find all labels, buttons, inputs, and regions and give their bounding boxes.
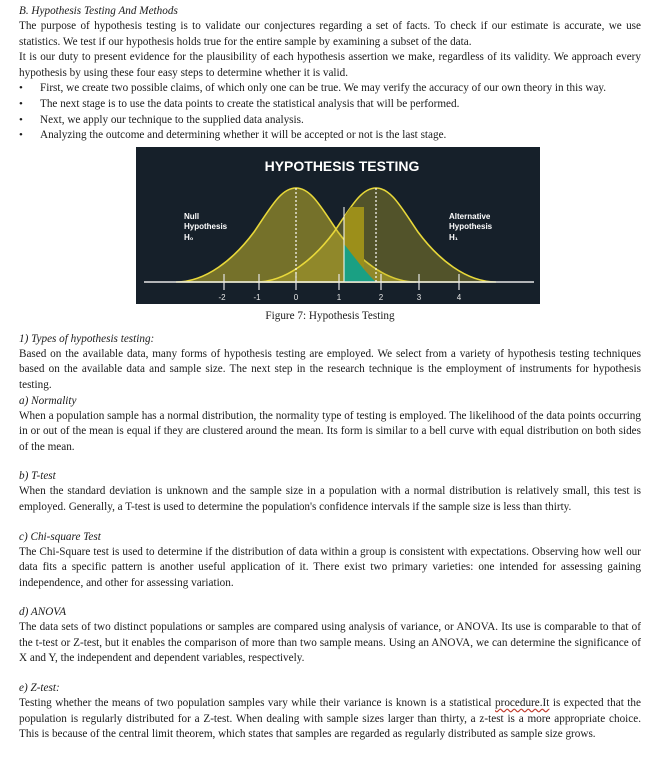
types-heading: 1) Types of hypothesis testing:: [19, 332, 155, 345]
ztest-heading: e) Z-test:: [19, 682, 60, 695]
normality-heading: a) Normality: [19, 394, 77, 407]
null-hypothesis-label: Hypothesis: [184, 221, 228, 231]
document-page: [19, 0, 641, 743]
list-item: • The next stage is to use the data points to create the statistical analysis that will be performed.: [19, 97, 641, 113]
hypothesis-testing-figure: [136, 147, 540, 304]
intro-paragraph-1: The purpose of hypothesis testing is to validate our conjectures regarding a set of facts. To check if our estimate is accurate, we use statistics. We test if our hypothesis holds true for the entire sample by examining a subset of the data.: [19, 20, 641, 48]
ttest-heading: b) T-test: [19, 470, 56, 483]
tick-label: -1: [253, 292, 261, 302]
list-item: • Next, we apply our technique to the supplied data analysis.: [19, 113, 641, 129]
tick-label: 4: [456, 292, 462, 302]
figure-container: [19, 147, 641, 306]
null-hypothesis-label: Null: [184, 211, 200, 221]
hypothesis-testing-illustration: [136, 147, 540, 304]
alternative-hypothesis-symbol: H₁: [449, 232, 459, 242]
tick-label: 3: [416, 292, 422, 302]
list-item: • First, we create two possible claims, of which only one can be true. We may verify the accuracy of our own theory in this way.: [19, 81, 641, 97]
tick-label: 2: [378, 292, 384, 302]
intro-paragraph-2: It is our duty to present evidence for the plausibility of each hypothesis assertion we make, regardless of its validity. We approach every hypothesis by using these four easy steps to determine whether it is valid.: [19, 51, 641, 79]
chisquare-heading: c) Chi-square Test: [19, 530, 101, 543]
spelling-flagged-word: procedure.It: [495, 697, 550, 710]
ttest-text: When the standard deviation is unknown and the sample size in a population with a normal distribution is relatively small, this test is employed. Generally, a T-test is used to determine the population's confidence intervals if the sample size is less than thirty.: [19, 485, 641, 513]
ztest-text-end: is expected that the population is regularly distributed for a Z-test. When dealing with sample sizes larger than thirty, a z-test is a more appropriate choice. This is because of the central limit theorem, which states that samples are regarded as regularly distributed as sample size grows.: [19, 697, 641, 741]
anova-text: The data sets of two distinct populations or samples are compared using analysis of variance, or ANOVA. Its use is comparable to that of the t-test or Z-test, but it enables the comparison of more than two sample means. Using an ANOVA, we can determine the significance of X and Y, the independent and dependent variables, respectively.: [19, 621, 641, 665]
anova-heading: d) ANOVA: [19, 606, 67, 619]
tick-label: -2: [218, 292, 226, 302]
alternative-hypothesis-label: Hypothesis: [449, 221, 493, 231]
chisquare-text: The Chi-Square test is used to determine if the distribution of data within a group is consistent with expectations. Observing how well our data fits a specific pattern is another useful application of it. There exist two primary varieties: one intended for assessing gaining independence, and other for assessing variation.: [19, 545, 641, 589]
figure-caption: Figure 7: Hypothesis Testing: [265, 309, 395, 322]
section-title: B. Hypothesis Testing And Methods: [19, 5, 178, 17]
list-item: • Analyzing the outcome and determining whether it will be accepted or not is the last stage.: [19, 128, 641, 144]
figure-banner: HYPOTHESIS TESTING: [264, 157, 420, 174]
ztest-text: [19, 696, 641, 743]
steps-list: [19, 81, 641, 143]
ztest-text-start: Testing whether the means of two population samples vary while their variance is known is a statistical: [19, 697, 496, 710]
tick-label: 1: [336, 292, 342, 302]
tick-label: 0: [293, 292, 299, 302]
null-hypothesis-symbol: H₀: [184, 232, 194, 242]
alternative-hypothesis-label: Alternative: [449, 211, 491, 221]
normality-text: When a population sample has a normal distribution, the normality type of testing is employed. The likelihood of the data points occurring in or out of the mean is equal if they are clustered around the mean. Its form is similar to a bell curve with equal distribution on both sides of the mean.: [19, 409, 641, 453]
types-intro: Based on the available data, many forms of hypothesis testing are employed. We select from a variety of hypothesis testing techniques based on the available data and sample size. The next step in the research technique is the employment of instruments for hypothesis testing.: [19, 347, 641, 391]
